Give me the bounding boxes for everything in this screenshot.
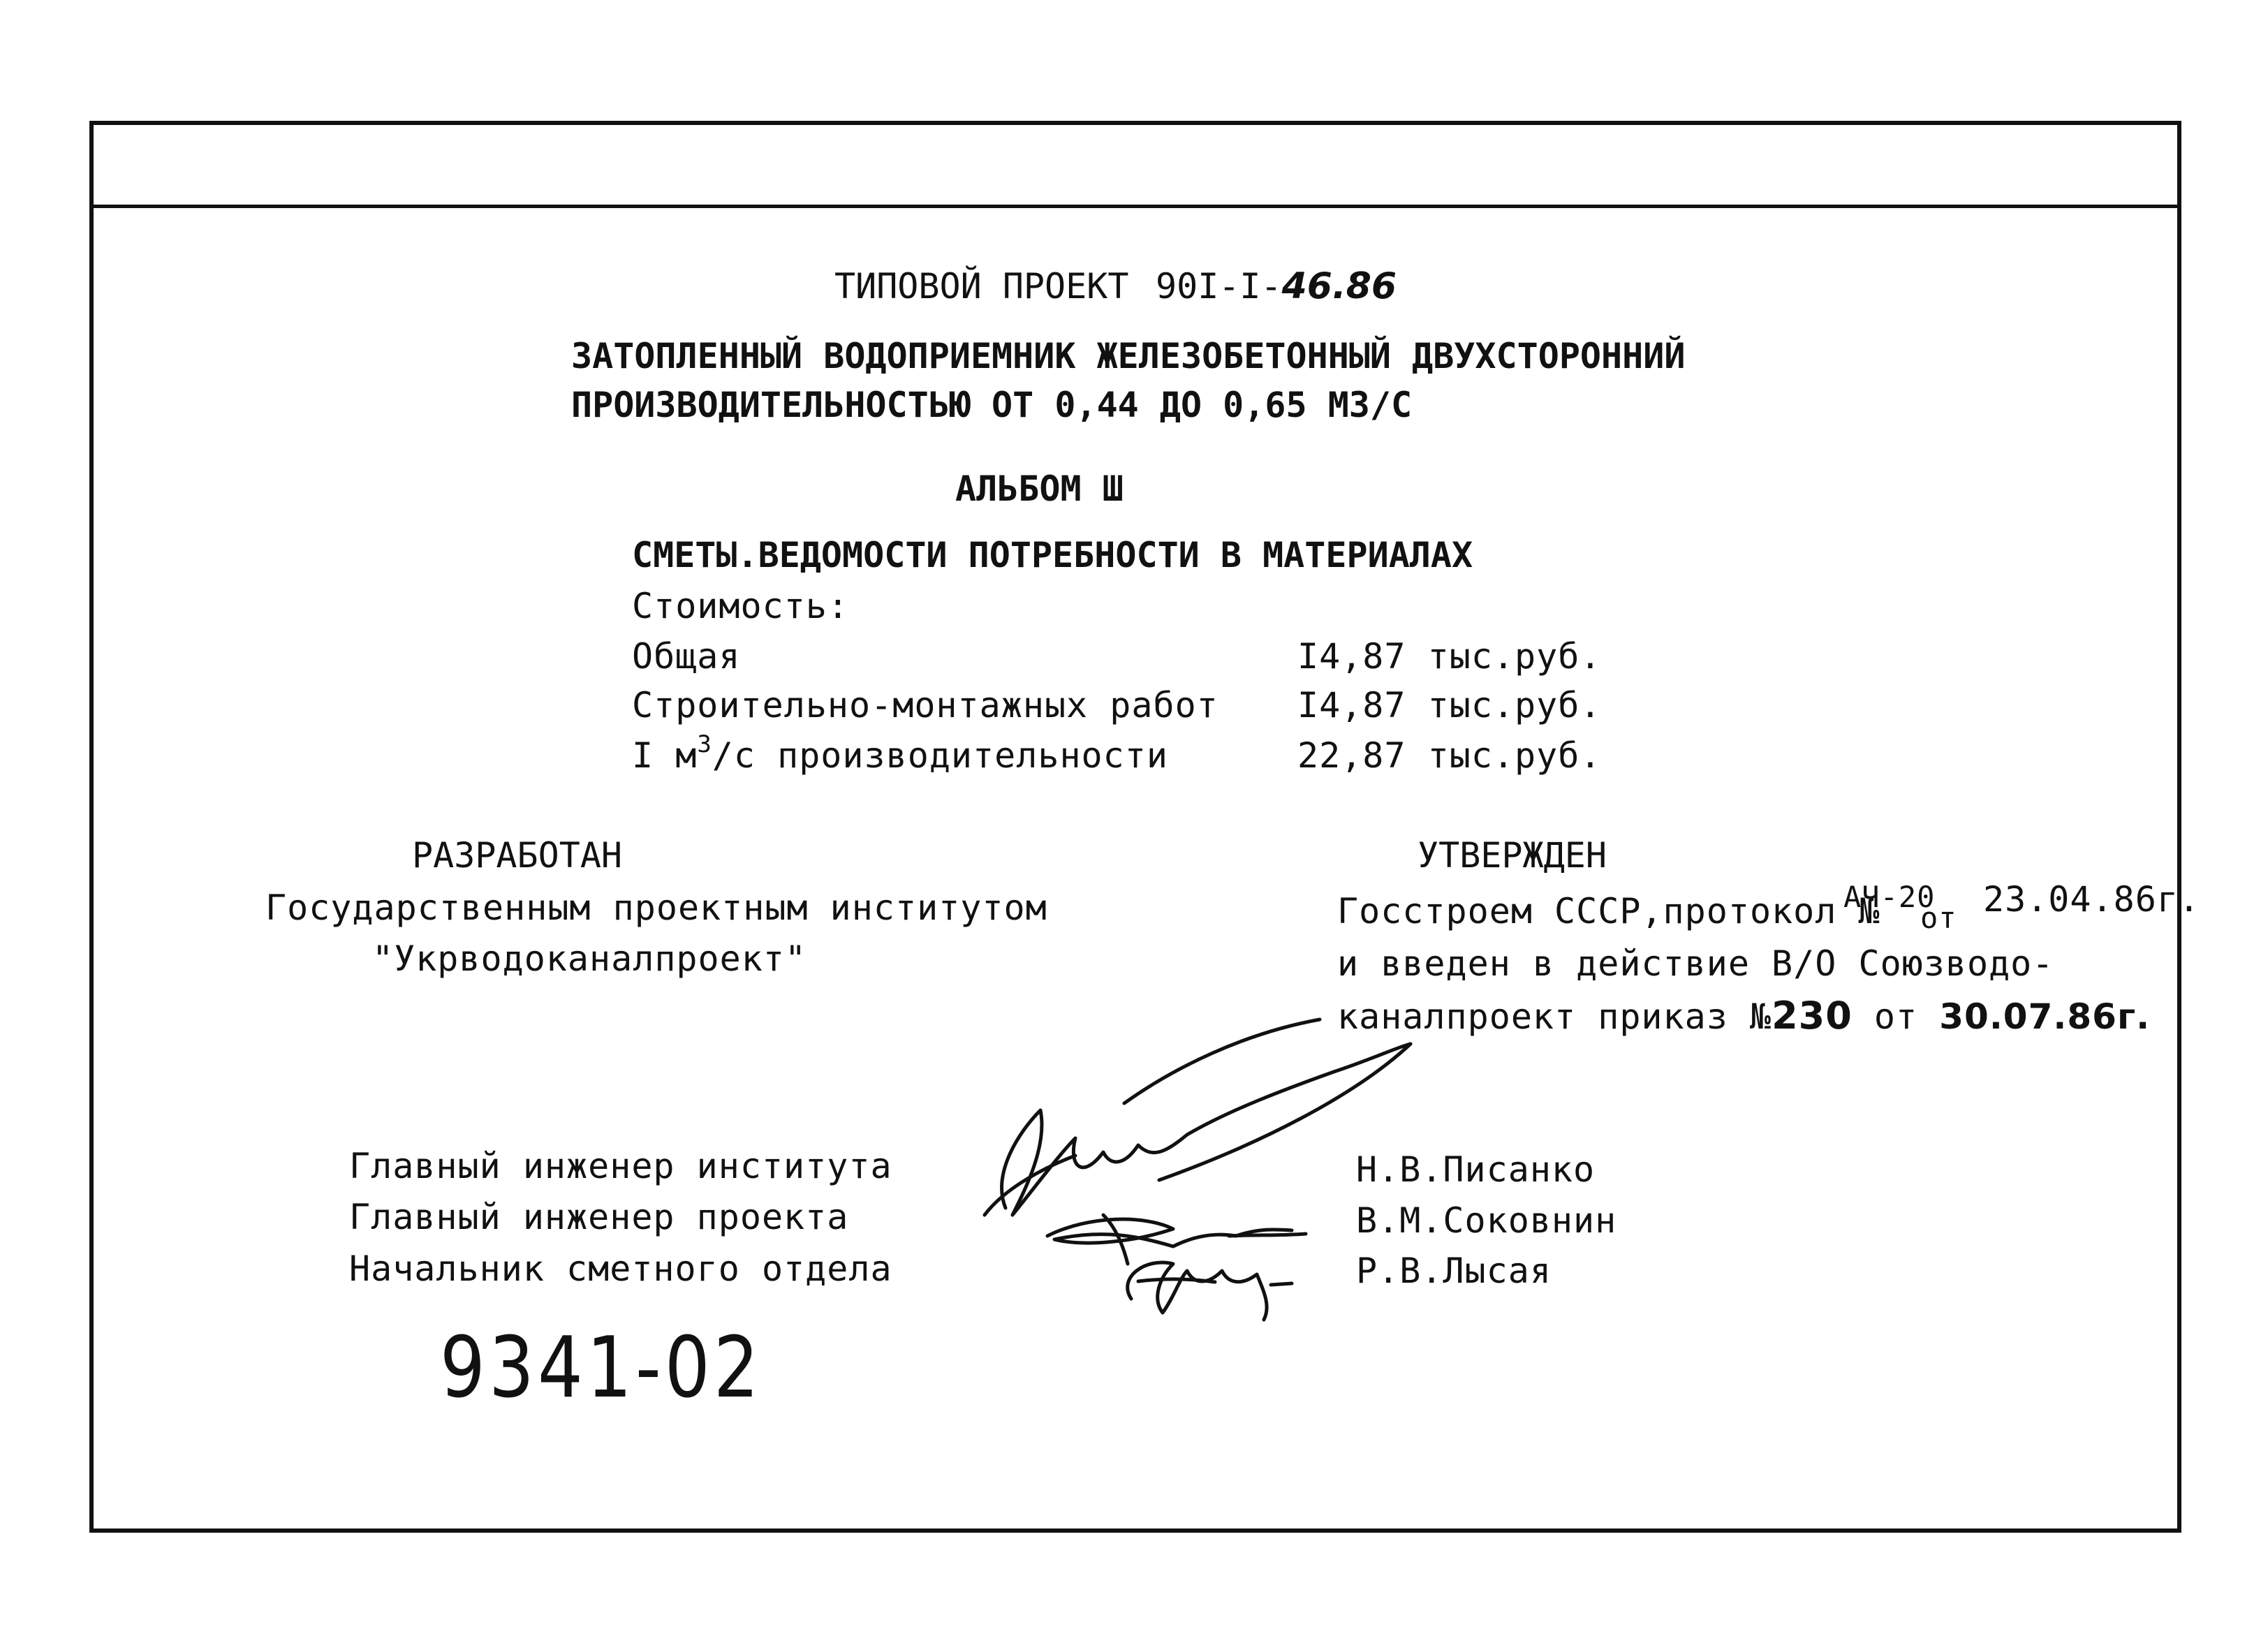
top-divider-line [89, 205, 2181, 208]
signatory-position: Главный инженер института [349, 1146, 892, 1186]
developed-line-1: Государственным проектным институтом [265, 887, 1047, 928]
signatory-position: Начальник сметного отдела [349, 1248, 892, 1289]
album-label: АЛЬБОМ Ш [955, 469, 1124, 509]
protocol-date: 23.04.86г. [1983, 879, 2201, 920]
developed-heading: РАЗРАБОТАН [412, 835, 623, 876]
project-label-text: ТИПОВОЙ ПРОЕКТ [834, 266, 1129, 307]
project-code [1156, 265, 1397, 307]
approved-heading: УТВЕРЖДЕН [1418, 835, 1607, 876]
title-line-1: ЗАТОПЛЕННЫЙ ВОДОПРИЕМНИК ЖЕЛЕЗОБЕТОННЫЙ ДВУХСТОРОННИЙ [571, 336, 1686, 376]
order-ot: от [1873, 996, 1918, 1037]
title-line-2: ПРОИЗВОДИТЕЛЬНОСТЬЮ ОТ 0,44 ДО 0,65 М3/С [571, 385, 1413, 425]
section-title: СМЕТЫ.ВЕДОМОСТИ ПОТРЕБНОСТИ В МАТЕРИАЛАХ [632, 535, 1473, 575]
cost-label-superscript: 3 [697, 730, 712, 759]
inventory-number: 9341-02 [440, 1320, 763, 1417]
protocol-number: АЧ-20 [1843, 880, 1936, 914]
signatory-name: В.М.Соковнин [1356, 1200, 1617, 1241]
order-number: 230 [1772, 994, 1853, 1038]
signatory-name: Р.В.Лысая [1356, 1251, 1552, 1291]
approved-line-2: и введен в действие В/О Союзводо- [1337, 943, 2054, 984]
cost-row-value: I4,87 тыс.руб. [1297, 685, 1602, 725]
cost-row-label: Общая [632, 636, 741, 677]
approved-line-1: Госстроем СССР,протокол № [1337, 891, 1880, 931]
signatory-position: Главный инженер проекта [349, 1197, 849, 1237]
project-code-printed: 90I-I- [1156, 266, 1282, 307]
project-code-handwritten: 46.86 [1281, 265, 1397, 307]
cost-row-value: I4,87 тыс.руб. [1297, 636, 1602, 677]
handwritten-signatures [964, 1006, 1494, 1327]
cost-label-part: /с производительности [712, 735, 1168, 776]
cost-row-label: Строительно-монтажных работ [632, 685, 1218, 725]
approved-order-text: каналпроект приказ № [1337, 996, 1772, 1037]
cost-label-part: I м [632, 735, 698, 776]
cost-heading: Стоимость: [632, 586, 850, 626]
order-date: 30.07.86г. [1939, 996, 2151, 1037]
project-label [834, 265, 1128, 307]
protocol-ot: от [1920, 901, 1957, 935]
cost-row-label [632, 730, 1168, 776]
developed-line-2: "Укрводоканалпроект" [372, 938, 807, 979]
signatory-name: Н.В.Писанко [1356, 1149, 1596, 1190]
cost-row-value: 22,87 тыс.руб. [1297, 735, 1602, 776]
